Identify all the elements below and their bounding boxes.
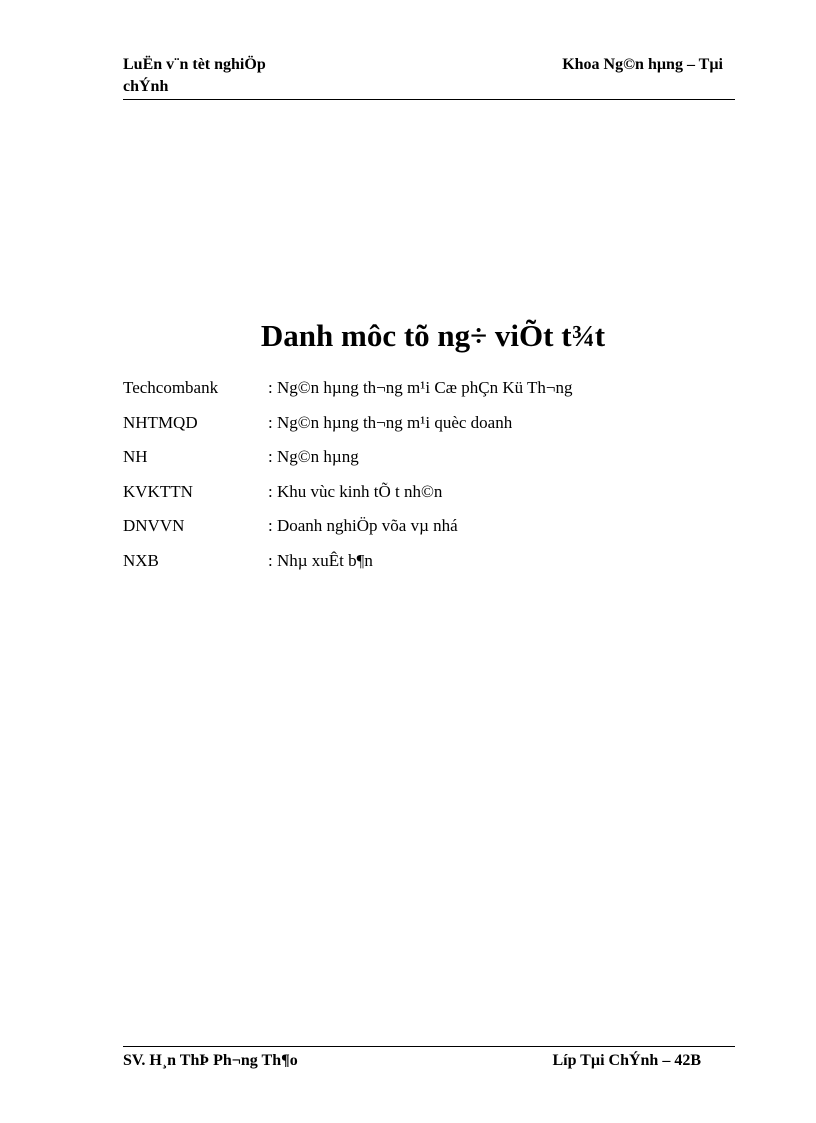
abbreviation-definition: : Doanh nghiÖp võa vµ nhá: [268, 516, 458, 535]
abbreviation-row: [123, 376, 723, 411]
header-right-text: Khoa Ng©n hµng – Tµi: [562, 56, 723, 73]
page-title: Danh môc tõ ng÷ viÕt t¾t: [260, 318, 606, 353]
abbreviation-row: [123, 549, 723, 584]
abbreviation-code: Techcombank: [123, 378, 219, 397]
abbreviation-code: DNVVN: [123, 516, 185, 535]
abbreviation-definition: : Nhµ xuÊt b¶n: [268, 550, 373, 570]
abbreviation-row: [123, 445, 723, 480]
header-left-line1: LuËn v¨n tèt nghiÖp: [123, 56, 266, 73]
abbreviation-code: NXB: [123, 550, 159, 570]
abbreviation-row: [123, 514, 723, 549]
abbreviation-row: [123, 480, 723, 515]
abbreviation-definition: : Ng©n hµng th¬ng m¹i quèc doanh: [268, 412, 513, 432]
abbreviation-row: [123, 411, 723, 446]
footer-author: SV. H¸n ThÞ Ph¬ng Th¶o: [123, 1052, 298, 1069]
abbreviation-definition: : Khu vùc kinh tÕ t nh©n: [268, 481, 443, 501]
abbreviation-definition: : Ng©n hµng th¬ng m¹i Cæ phÇn Kü Th¬ng: [268, 378, 573, 397]
header-left-text: [123, 54, 323, 98]
footer-class: Líp Tµi ChÝnh – 42B: [552, 1052, 701, 1069]
header-left-line2: chÝnh: [123, 78, 169, 95]
abbreviation-code: NH: [123, 447, 148, 466]
abbreviation-definition: : Ng©n hµng: [268, 447, 359, 466]
page-header: [123, 54, 735, 100]
abbreviation-code: KVKTTN: [123, 481, 193, 501]
page-footer: [123, 1046, 735, 1076]
abbreviation-list: [123, 376, 723, 583]
abbreviation-code: NHTMQD: [123, 412, 198, 432]
